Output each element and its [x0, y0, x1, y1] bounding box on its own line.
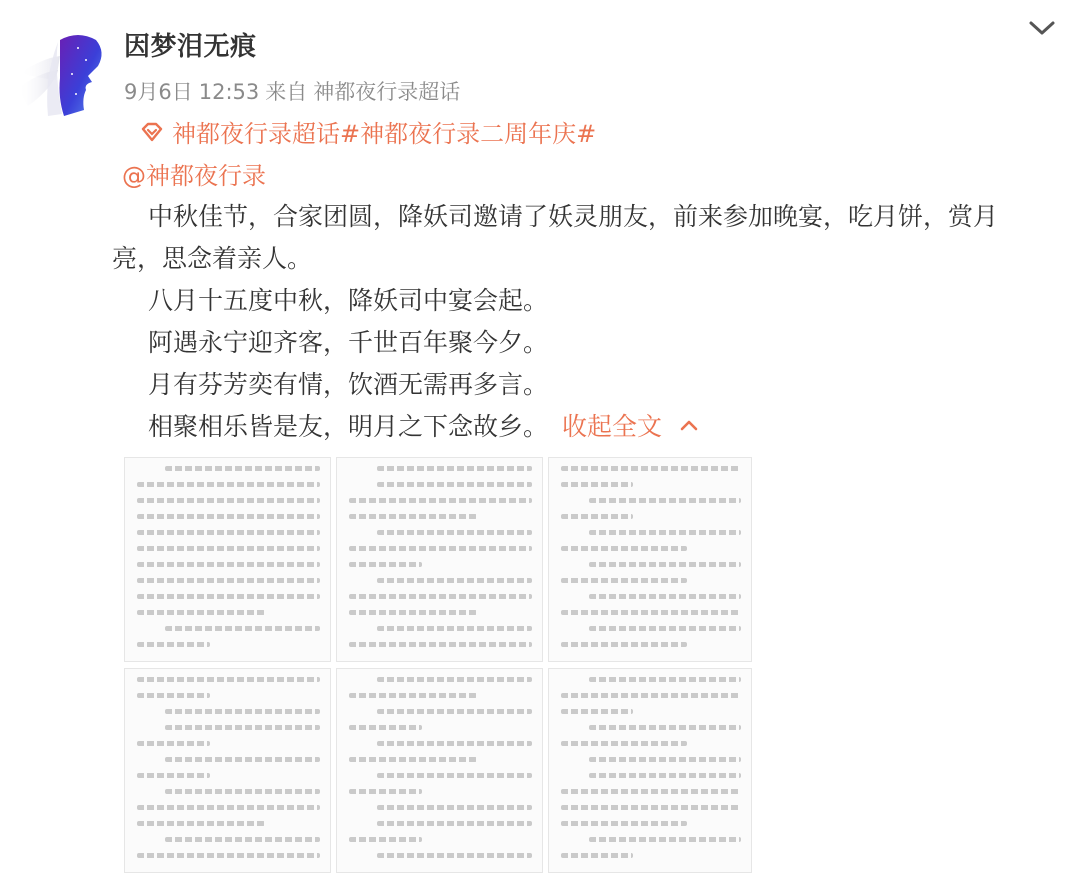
image-thumbnail-3[interactable] — [548, 457, 752, 662]
post-meta — [124, 76, 466, 106]
collapse-label: 收起全文 — [562, 412, 663, 441]
paragraph-5: 相聚相乐皆是友，明月之下念故乡。 — [148, 412, 549, 441]
image-thumbnail-6[interactable] — [548, 668, 752, 873]
author-name[interactable]: 因梦泪无痕 — [124, 32, 257, 62]
image-grid — [124, 457, 754, 873]
paragraph-5-wrapper — [112, 406, 1042, 448]
chevron-up-icon — [680, 419, 698, 431]
image-thumbnail-5[interactable] — [336, 668, 543, 873]
avatar[interactable] — [8, 18, 112, 122]
post-body — [112, 196, 1042, 448]
post-date: 9月6日 — [124, 80, 193, 104]
paragraph-3: 阿遇永宁迎齐客，千世百年聚今夕。 — [148, 328, 549, 357]
paragraph-1: 中秋佳节，合家团圆，降妖司邀请了妖灵朋友，前来参加晚宴，吃月饼，赏月亮，思念着亲人。 — [112, 202, 999, 273]
collapse-text-button[interactable] — [562, 412, 698, 441]
image-thumbnail-1[interactable] — [124, 457, 331, 662]
avatar-silhouette-icon — [8, 18, 112, 122]
topic-line — [140, 114, 596, 149]
paragraph-2: 八月十五度中秋，降妖司中宴会起。 — [148, 286, 549, 315]
image-thumbnail-2[interactable] — [336, 457, 543, 662]
super-topic-link[interactable]: 神都夜行录超话 — [172, 120, 340, 148]
super-topic-gem-icon — [140, 122, 164, 142]
mention-link[interactable]: @神都夜行录 — [122, 162, 266, 190]
chevron-down-icon — [1024, 14, 1060, 42]
post-menu-button[interactable] — [1024, 14, 1060, 42]
hashtag-link[interactable]: #神都夜行录二周年庆# — [340, 120, 597, 148]
source-prefix: 来自 — [265, 80, 308, 104]
paragraph-4: 月有芬芳奕有情，饮酒无需再多言。 — [148, 370, 549, 399]
image-thumbnail-4[interactable] — [124, 668, 331, 873]
post-time: 12:53 — [198, 80, 260, 104]
post-source[interactable]: 神都夜行录超话 — [313, 80, 461, 104]
